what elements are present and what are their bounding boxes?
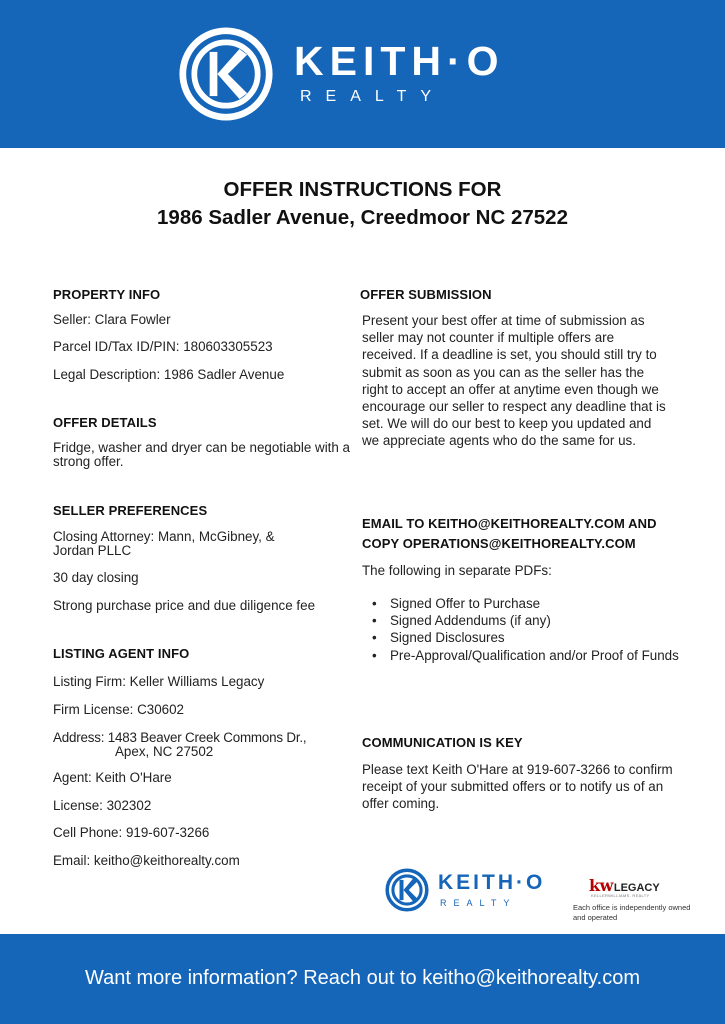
firm-license-line: Firm License: C30602 [53,702,184,717]
cell-phone-line: Cell Phone: 919-607-3266 [53,825,210,840]
page-title [0,176,725,232]
footer-banner [0,934,725,1024]
kw-legacy-name: LEGACY [613,882,660,894]
communication-heading: COMMUNICATION IS KEY [362,735,523,750]
email-heading-line-2: COPY OPERATIONS@KEITHOREALTY.COM [362,536,636,551]
communication-text: Please text Keith O'Hare at 919-607-3266 to confirm receipt of your submitted offers or to notify us of an offer coming. [362,762,673,812]
footer-cta-text: Want more information? Reach out to keitho@keithorealty.com [85,967,640,989]
offer-submission-text: Present your best offer at time of submission as seller may not counter if multiple offers are received. If a deadline is set, you should still try to submit as soon as you can as the seller has the right to accept an offer at anytime even though we encourage our seller to respect any deadline that is set. We will do our best to keep you updated and we appreciate agents who do the same for us. [362,313,666,449]
listing-firm-line: Listing Firm: Keller Williams Legacy [53,674,265,689]
listing-agent-heading: LISTING AGENT INFO [53,646,190,661]
closing-days-line: 30 day closing [53,570,139,585]
email-intro-text: The following in separate PDFs: [362,563,552,578]
list-item: • Signed Addendums (if any) [370,612,690,629]
list-item: • Pre-Approval/Qualification and/or Proof of Funds [370,647,690,664]
legal-description-line: Legal Description: 1986 Sadler Avenue [53,367,285,382]
brand-subtitle: REALTY [300,88,446,105]
kw-tagline: KELLERWILLIAMS. REALTY [591,893,650,898]
offer-details-heading: OFFER DETAILS [53,415,157,430]
title-line-1: OFFER INSTRUCTIONS FOR [223,178,502,201]
offer-details-text: Fridge, washer and dryer can be negotiable with a strong offer. [53,440,351,469]
license-line: License: 302302 [53,798,152,813]
brand-name: KEITH·O [294,38,505,84]
purchase-price-line: Strong purchase price and due diligence fee [53,598,316,613]
parcel-line: Parcel ID/Tax ID/PIN: 180603305523 [53,339,273,354]
property-info-heading: PROPERTY INFO [53,287,161,302]
pdf-list [370,595,690,664]
seller-line: Seller: Clara Fowler [53,312,171,327]
agent-email-line: Email: keitho@keithorealty.com [53,853,240,868]
kw-disclaimer: Each office is independently owned and operated [573,903,691,922]
list-item: • Signed Offer to Purchase [370,595,690,612]
email-heading-line-1: EMAIL TO KEITHO@KEITHOREALTY.COM AND [362,516,657,531]
list-item: • Signed Disclosures [370,629,690,646]
keitho-footer-logo-icon [385,868,429,912]
header-banner [0,0,725,148]
footer-brand-subtitle: REALTY [440,898,517,908]
closing-attorney-line: Closing Attorney: Mann, McGibney, & Jordan PLLC [53,529,275,558]
kw-mark: kw [589,876,613,895]
offer-submission-heading: OFFER SUBMISSION [360,287,492,302]
seller-preferences-heading: SELLER PREFERENCES [53,503,208,518]
agent-line: Agent: Keith O'Hare [53,770,172,785]
title-line-2: 1986 Sadler Avenue, Creedmoor NC 27522 [157,206,568,229]
address-line-2: Apex, NC 27502 [115,744,214,759]
keitho-logo-icon [178,26,274,122]
footer-brand-name: KEITH·O [438,871,546,894]
address-line-1: Address: 1483 Beaver Creek Commons Dr., [53,730,307,745]
